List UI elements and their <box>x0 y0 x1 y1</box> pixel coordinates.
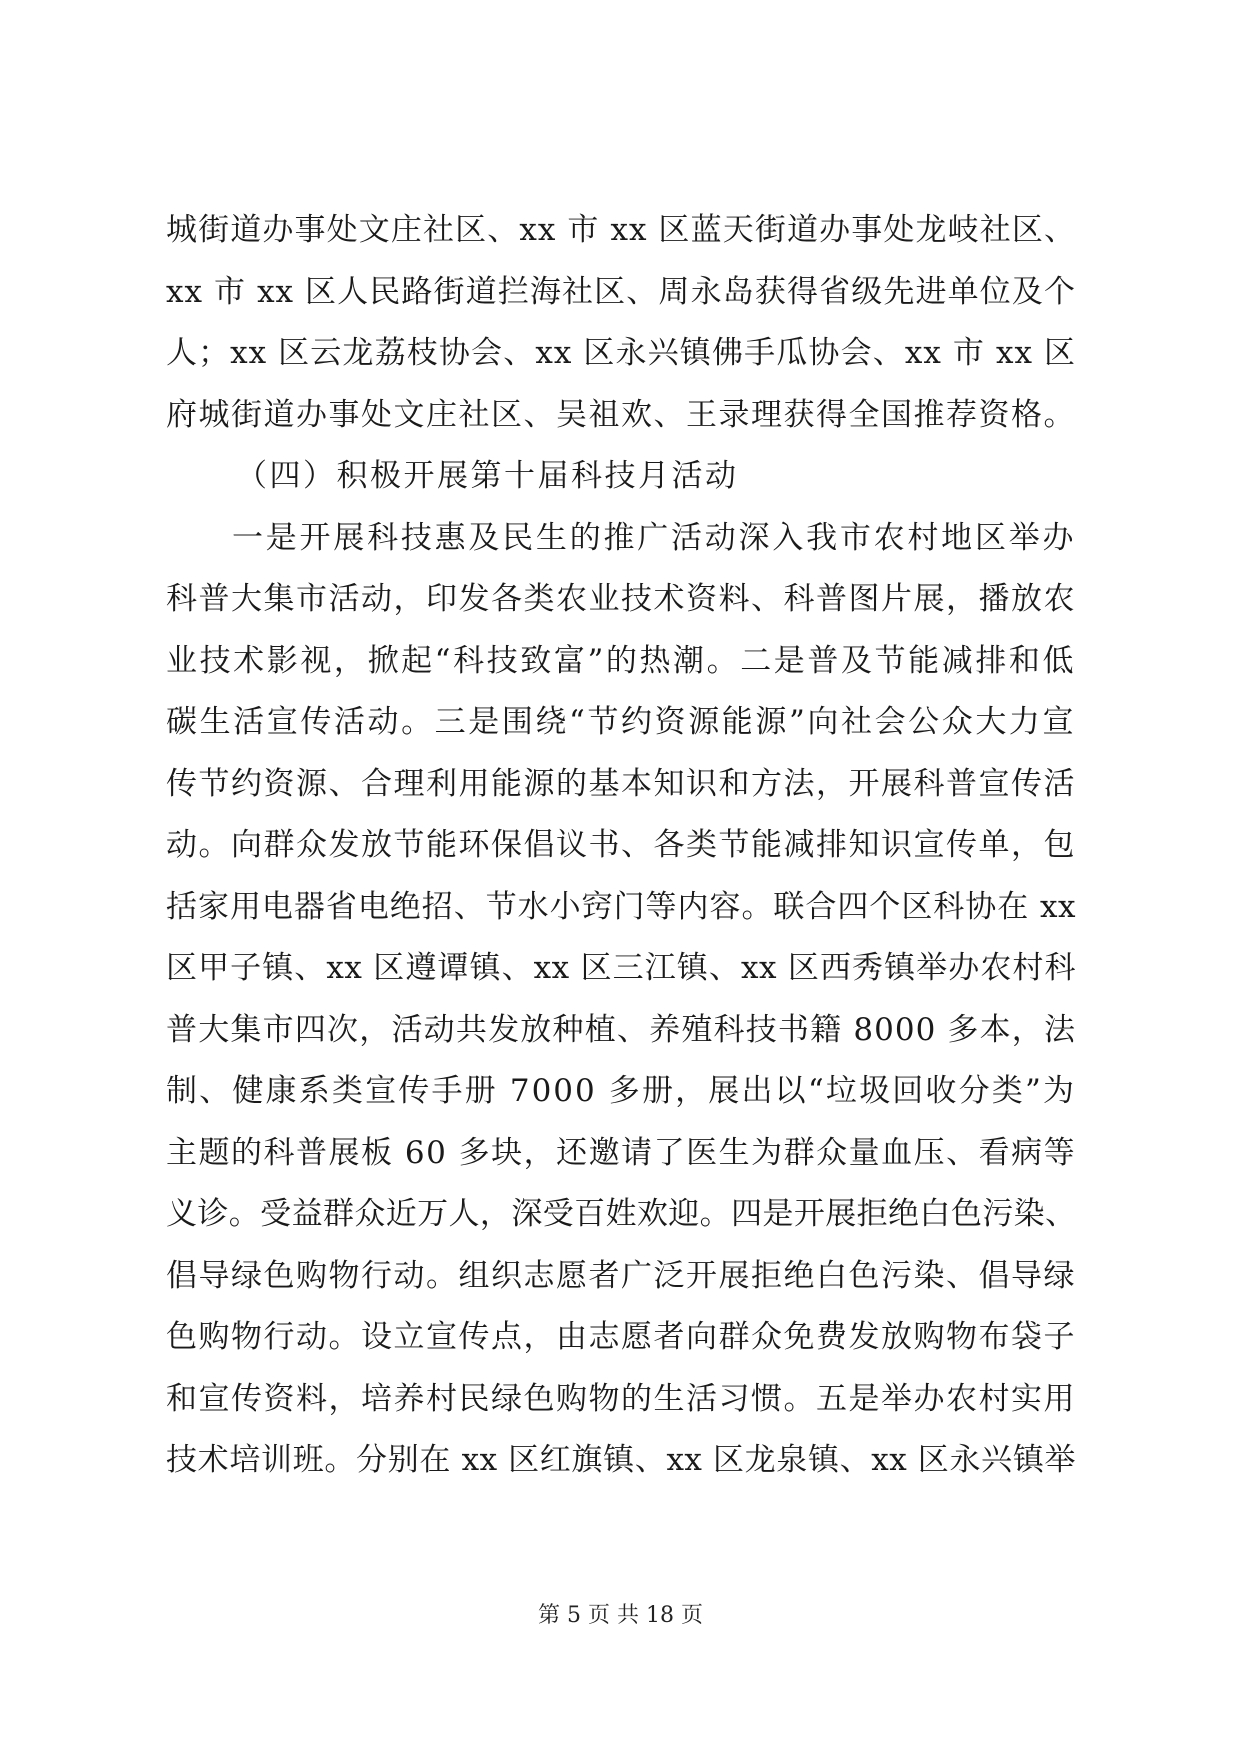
text-line: 义诊。受益群众近万人，深受百姓欢迎。四是开展拒绝白色污染、 <box>166 1196 1076 1232</box>
text-line: 动。向群众发放节能环保倡议书、各类节能减排知识宣传单，包 <box>166 827 1076 863</box>
text-line: 括家用电器省电绝招、节水小窍门等内容。联合四个区科协在 xx <box>166 888 1076 925</box>
paragraph-first-line: 一是开展科技惠及民生的推广活动深入我市农村地区举办 <box>232 519 1076 556</box>
text-line: 传节约资源、合理利用能源的基本知识和方法，开展科普宣传活 <box>166 765 1076 802</box>
text-line: 和宣传资料，培养村民绿色购物的生活习惯。五是举办农村实用 <box>166 1380 1076 1417</box>
text-line: 业技术影视，掀起“科技致富”的热潮。二是普及节能减排和低 <box>166 642 1076 679</box>
page-footer <box>0 1598 1241 1629</box>
text-line: 碳生活宣传活动。三是围绕“节约资源能源”向社会公众大力宣 <box>166 704 1076 740</box>
text-line: 普大集市四次，活动共发放种植、养殖科技书籍 8000 多本，法 <box>166 1011 1076 1048</box>
section-heading: （四）积极开展第十届科技月活动 <box>236 458 739 494</box>
text-line: 区甲子镇、xx 区遵谭镇、xx 区三江镇、xx 区西秀镇举办农村科 <box>166 950 1076 986</box>
text-line: 色购物行动。设立宣传点，由志愿者向群众免费发放购物布袋子 <box>166 1319 1076 1355</box>
text-line: 科普大集市活动，印发各类农业技术资料、科普图片展，播放农 <box>166 581 1076 617</box>
text-line: 城街道办事处文庄社区、xx 市 xx 区蓝天街道办事处龙岐社区、 <box>166 212 1076 248</box>
text-line: 主题的科普展板 60 多块，还邀请了医生为群众量血压、看病等 <box>166 1134 1077 1171</box>
text-line: 府城街道办事处文庄社区、吴祖欢、王录理获得全国推荐资格。 <box>166 396 1076 433</box>
text-line: 人；xx 区云龙荔枝协会、xx 区永兴镇佛手瓜协会、xx 市 xx 区 <box>166 335 1076 371</box>
text-line: 制、健康系类宣传手册 7000 多册，展出以“垃圾回收分类”为 <box>166 1073 1076 1109</box>
body-text <box>166 200 1076 1492</box>
page-number: 第 5 页 共 18 页 <box>538 1603 703 1628</box>
text-line: xx 市 xx 区人民路街道拦海社区、周永岛获得省级先进单位及个 <box>166 273 1076 310</box>
text-line: 倡导绿色购物行动。组织志愿者广泛开展拒绝白色污染、倡导绿 <box>166 1257 1076 1294</box>
text-line: 技术培训班。分别在 xx 区红旗镇、xx 区龙泉镇、xx 区永兴镇举 <box>166 1442 1076 1478</box>
